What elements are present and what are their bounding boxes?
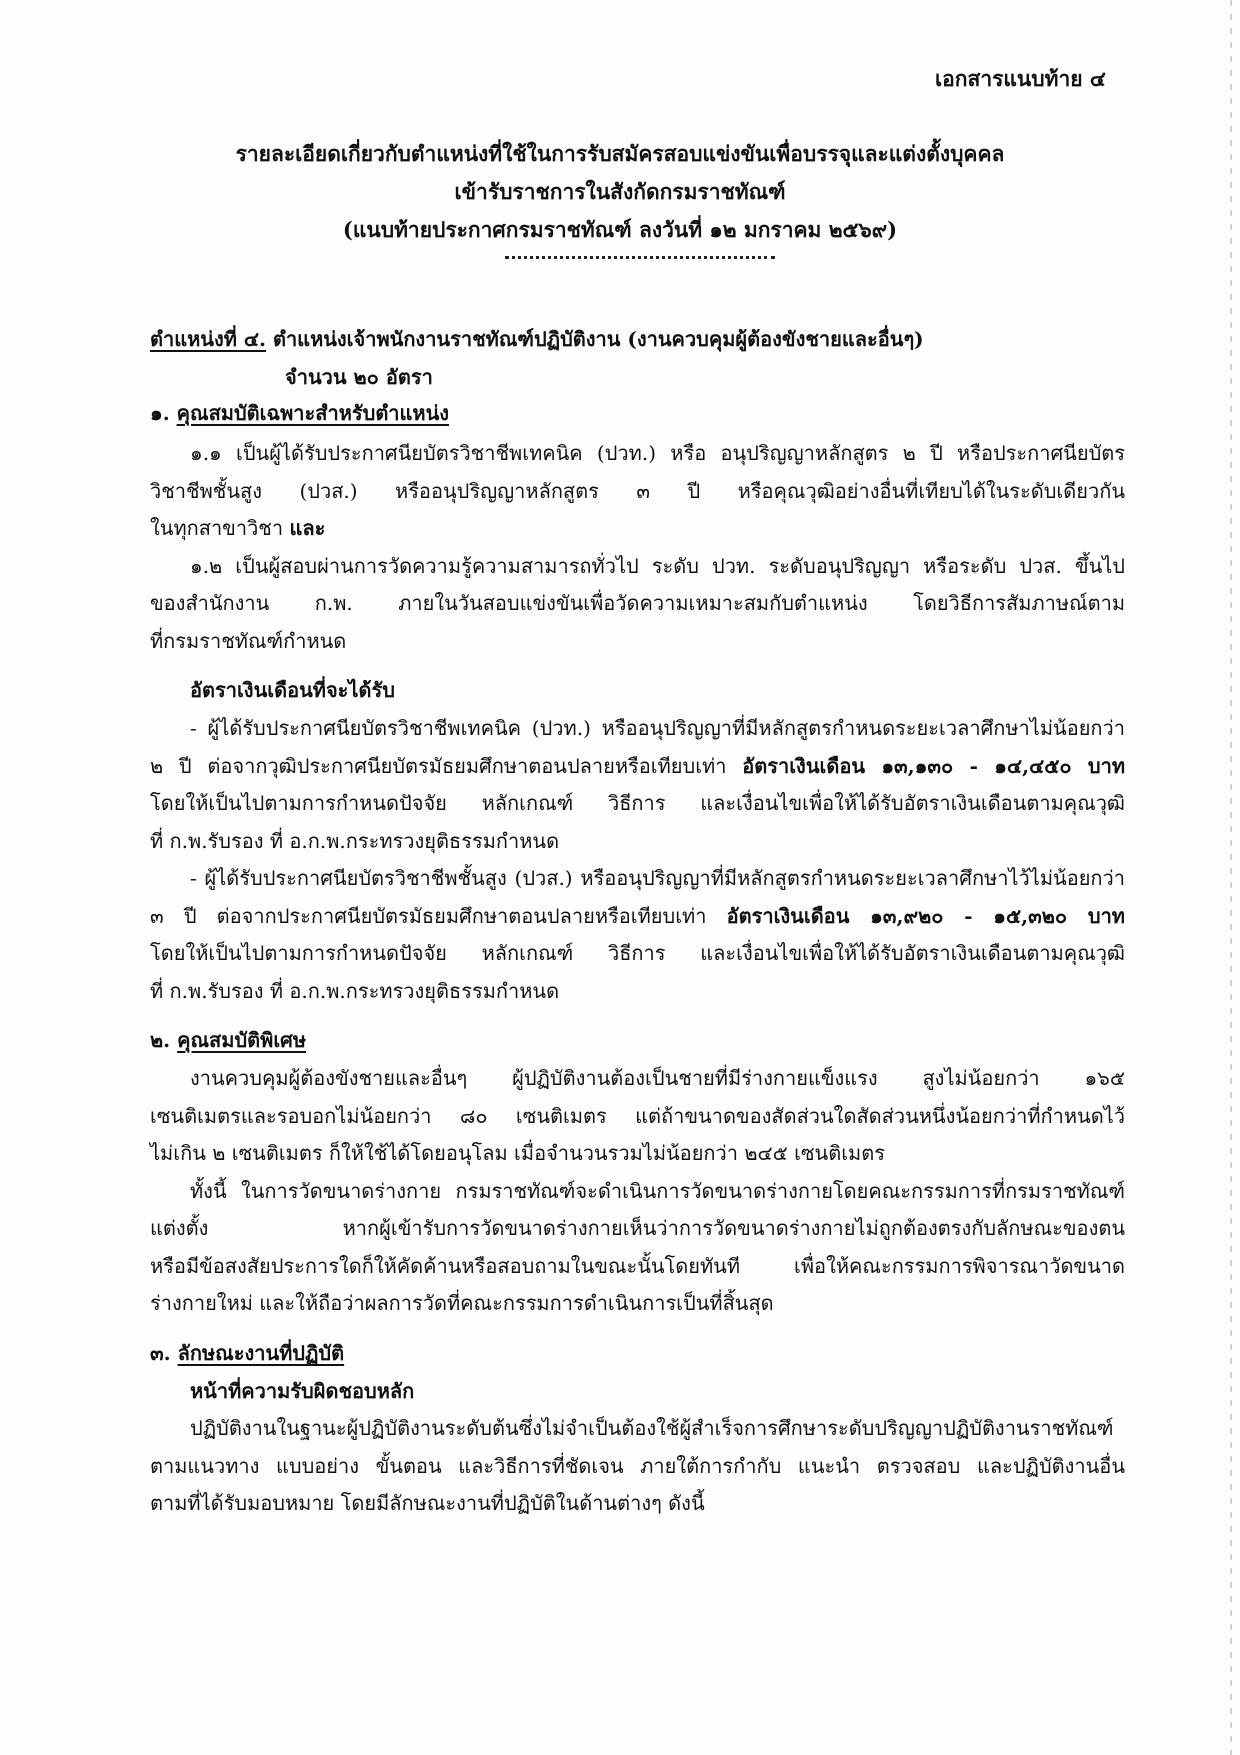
separator-dots (505, 256, 775, 259)
section-2-line-2: เซนติเมตรและรอบอกไม่น้อยกว่า ๘๐ เซนติเมตร แต่ถ้าขนาดของสัดส่วนใดสัดส่วนหนึ่งน้อยกว่าที่กำหนดไว้ (150, 1104, 1125, 1128)
position-header (150, 326, 924, 352)
section-2-number: ๒. (150, 1028, 171, 1052)
salary-1-amount: อัตราเงินเดือน ๑๓,๑๓๐ - ๑๔,๔๕๐ บาท (742, 754, 1126, 778)
salary-1-line-1: - ผู้ได้รับประกาศนียบัตรวิชาชีพเทคนิค (ปวท.) หรืออนุปริญญาที่มีหลักสูตรกำหนดระยะเวลาศึกษาไม่น้อยกว่า (190, 716, 1125, 740)
section-3-heading (150, 1340, 344, 1366)
salary-2-line-1: - ผู้ได้รับประกาศนียบัตรวิชาชีพชั้นสูง (ปวส.) หรืออนุปริญญาที่มีหลักสูตรกำหนดระยะเวลาศึกษาไว้ไม่น้อยกว่า (190, 866, 1125, 890)
section-1-1-line-3 (150, 515, 1125, 541)
section-3-line-2: ตามแนวทาง แบบอย่าง ขั้นตอน และวิธีการที่ชัดเจน ภายใต้การกำกับ แนะนำ ตรวจสอบ และปฏิบัติงานอื่น (150, 1454, 1125, 1478)
salary-heading: อัตราเงินเดือนที่จะได้รับ (190, 678, 395, 702)
section-2-heading (150, 1027, 306, 1053)
salary-1-line-2 (150, 753, 1125, 779)
section-1-1-line-1: ๑.๑ เป็นผู้ได้รับประกาศนียบัตรวิชาชีพเทคนิค (ปวท.) หรือ อนุปริญญาหลักสูตร ๒ ปี หรือประกาศนียบัตร (190, 441, 1125, 465)
position-count: จำนวน ๒๐ อัตรา (285, 365, 433, 389)
salary-2-line-2 (150, 903, 1125, 929)
section-2-line-6: หรือมีข้อสงสัยประการใดก็ให้คัดค้านหรือสอบถามในขณะนั้นโดยทันที เพื่อให้คณะกรรมการพิจารณาวัดขนาด (150, 1254, 1125, 1278)
section-2-line-5: แต่งตั้ง หากผู้เข้ารับการวัดขนาดร่างกายเห็นว่าการวัดขนาดร่างกายไม่ถูกต้องตรงกับลักษณะของตน (150, 1216, 1125, 1240)
section-1-2-line-3: ที่กรมราชทัณฑ์กำหนด (150, 629, 347, 653)
salary-2-line-3: โดยให้เป็นไปตามการกำหนดปัจจัย หลักเกณฑ์ วิธีการ และเงื่อนไขเพื่อให้ได้รับอัตราเงินเดือนตามคุณวุฒิ (150, 941, 1125, 965)
section-1-2-line-1: ๑.๒ เป็นผู้สอบผ่านการวัดความรู้ความสามารถทั่วไป ระดับ ปวท. ระดับอนุปริญญา หรือระดับ ปวส. ขึ้นไป (190, 554, 1125, 578)
section-3-line-1: ปฏิบัติงานในฐานะผู้ปฏิบัติงานระดับต้นซึ่งไม่จำเป็นต้องใช้ผู้สำเร็จการศึกษาระดับปริญญาปฏิบัติงานราชทัณฑ์ (190, 1416, 1114, 1440)
section-3-subheading: หน้าที่ความรับผิดชอบหลัก (190, 1379, 415, 1403)
section-3-number: ๓. (150, 1341, 171, 1365)
section-2-line-3: ไม่เกิน ๒ เซนติเมตร ก็ให้ใช้ได้โดยอนุโลม เมื่อจำนวนรวมไม่น้อยกว่า ๒๔๕ เซนติเมตร (150, 1141, 885, 1165)
section-1-title: คุณสมบัติเฉพาะสำหรับตำแหน่ง (176, 401, 450, 425)
section-2-title: คุณสมบัติพิเศษ (177, 1028, 307, 1052)
section-1-1-and: และ (289, 516, 326, 540)
attachment-label: เอกสารแนบท้าย ๔ (935, 66, 1106, 91)
section-1-number: ๑. (150, 401, 170, 425)
scan-edge (1230, 0, 1232, 1755)
section-2-line-1: งานควบคุมผู้ต้องขังชายและอื่นๆ ผู้ปฏิบัติงานต้องเป็นชายที่มีร่างกายแข็งแรง สูงไม่น้อยกว่า ๑๖๕ (190, 1066, 1125, 1090)
title-line-3: (แนบท้ายประกาศกรมราชทัณฑ์ ลงวันที่ ๑๒ มกราคม ๒๕๖๙) (342, 217, 898, 242)
section-2-line-4: ทั้งนี้ ในการวัดขนาดร่างกาย กรมราชทัณฑ์จะดำเนินการวัดขนาดร่างกายโดยคณะกรรมการที่กรมราชทัณฑ์ (190, 1179, 1125, 1203)
section-1-1-line-2: วิชาชีพชั้นสูง (ปวส.) หรืออนุปริญญาหลักสูตร ๓ ปี หรือคุณวุฒิอย่างอื่นที่เทียบได้ในระดับเดียวกัน (150, 479, 1125, 503)
section-1-1-line-3-text: ในทุกสาขาวิชา (150, 516, 284, 540)
section-3-line-3: ตามที่ได้รับมอบหมาย โดยมีลักษณะงานที่ปฏิบัติในด้านต่างๆ ดังนี้ (150, 1491, 705, 1515)
section-3-title: ลักษณะงานที่ปฏิบัติ (177, 1341, 345, 1365)
salary-2-line-4: ที่ ก.พ.รับรอง ที่ อ.ก.พ.กระทรวงยุติธรรมกำหนด (150, 979, 560, 1003)
section-1-2-line-2: ของสำนักงาน ก.พ. ภายในวันสอบแข่งขันเพื่อวัดความเหมาะสมกับตำแหน่ง โดยวิธีการสัมภาษณ์ตาม (150, 591, 1125, 615)
salary-1-line-3: โดยให้เป็นไปตามการกำหนดปัจจัย หลักเกณฑ์ วิธีการ และเงื่อนไขเพื่อให้ได้รับอัตราเงินเดือนตามคุณวุฒิ (150, 791, 1125, 815)
position-number: ตำแหน่งที่ ๔. (150, 327, 266, 351)
title-line-2: เข้ารับราชการในสังกัดกรมราชทัณฑ์ (454, 179, 786, 204)
salary-2-line-2-text: ๓ ปี ต่อจากประกาศนียบัตรมัธยมศึกษาตอนปลายหรือเทียบเท่า (150, 904, 707, 928)
section-2-line-7: ร่างกายใหม่ และให้ถือว่าผลการวัดที่คณะกรรมการดำเนินการเป็นที่สิ้นสุด (150, 1291, 774, 1315)
salary-2-amount: อัตราเงินเดือน ๑๓,๙๒๐ - ๑๕,๓๒๐ บาท (726, 904, 1125, 928)
title-line-1: รายละเอียดเกี่ยวกับตำแหน่งที่ใช้ในการรับสมัครสอบแข่งขันเพื่อบรรจุและแต่งตั้งบุคคล (235, 141, 1005, 166)
section-1-heading (150, 400, 449, 426)
position-title: ตำแหน่งเจ้าพนักงานราชทัณฑ์ปฏิบัติงาน (งานควบคุมผู้ต้องขังชายและอื่นๆ) (272, 327, 924, 351)
salary-1-line-2-text: ๒ ปี ต่อจากวุฒิประกาศนียบัตรมัธยมศึกษาตอนปลายหรือเทียบเท่า (150, 754, 727, 778)
salary-1-line-4: ที่ ก.พ.รับรอง ที่ อ.ก.พ.กระทรวงยุติธรรมกำหนด (150, 829, 560, 853)
